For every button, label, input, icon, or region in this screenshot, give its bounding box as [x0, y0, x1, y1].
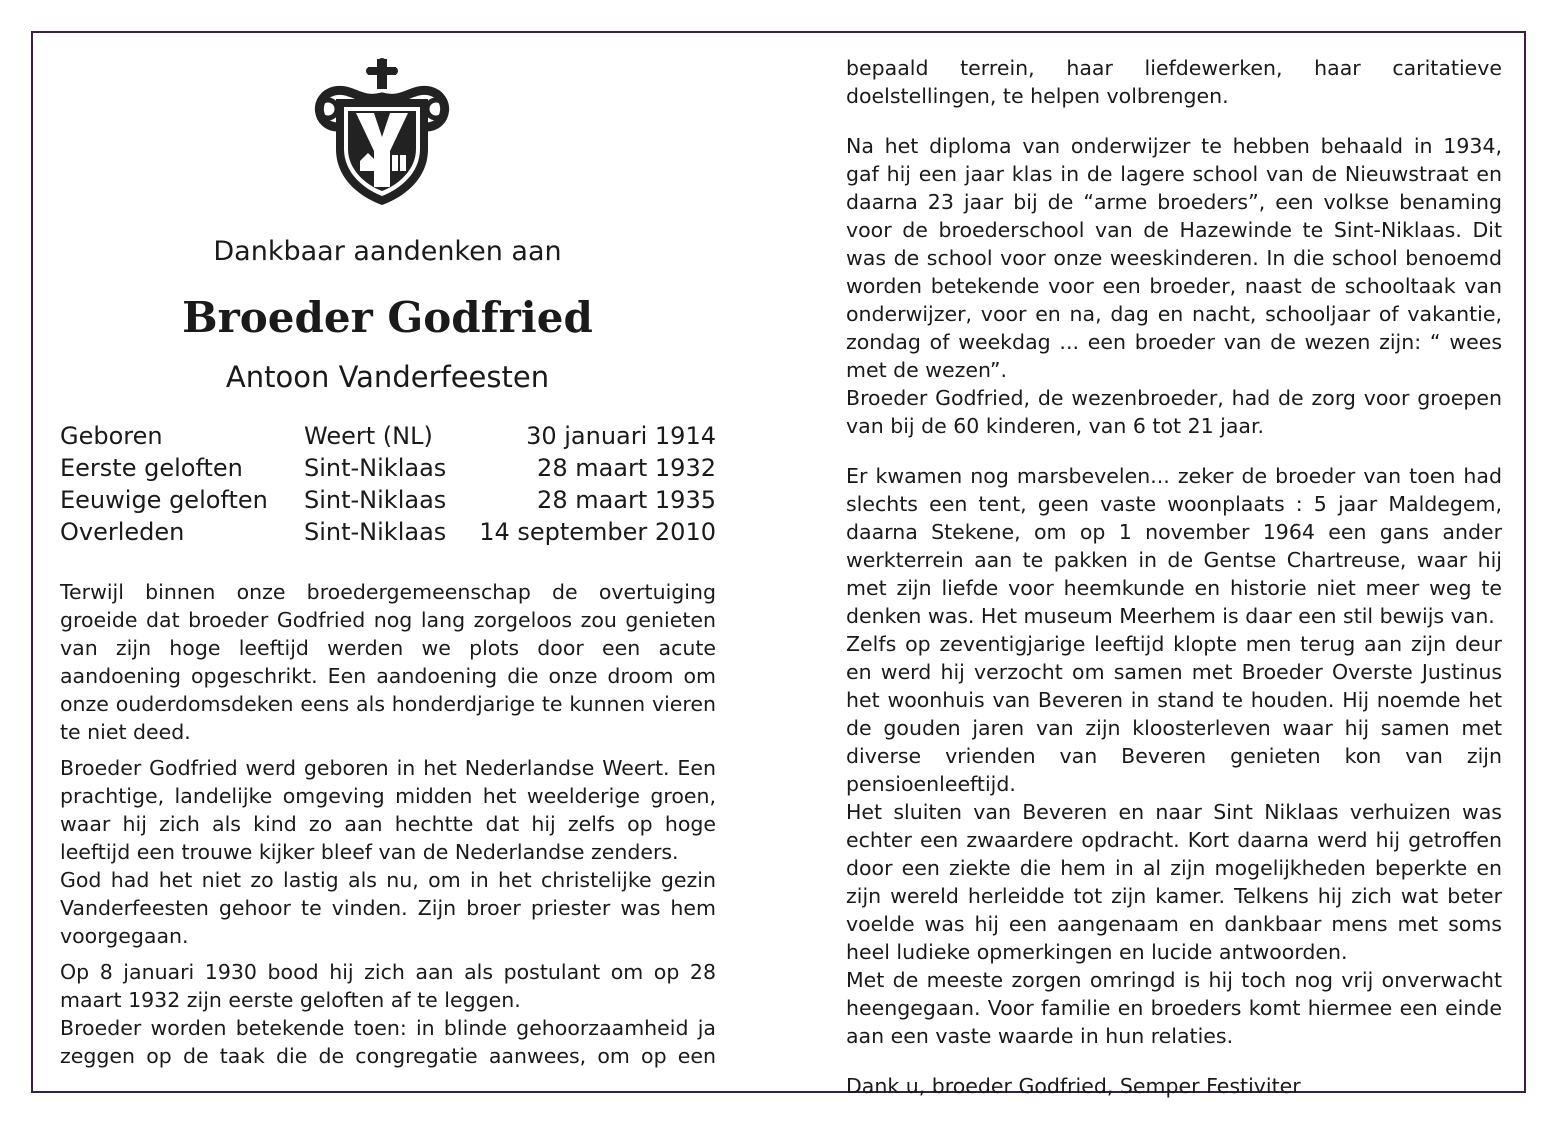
paragraph: Er kwamen nog marsbevelen... zeker de broeder van toen had slechts een tent, geen vaste woonplaats : 5 jaar Maldegem, daarna Stekene, om op 1 november 1964 een gans ander werkterrein aan te pakken in de Gentse Chartreuse, waar hij met zijn liefde voor heemkunde en historie niet meer weg te denken was. Het museum Meerhem is daar een stil bewijs van. [846, 464, 1502, 628]
fact-label: Eerste geloften [60, 454, 243, 482]
paragraph: Broeder Godfried werd geboren in het Nederlandse Weert. Een prachtige, landelijke omgeving midden het weelderige groen, waar hij zich als kind zo aan hechtte dat hij zelfs op hoge leeftijd een trouwe kijker bleef van de Nederlandse zenders. [60, 756, 716, 864]
fact-label: Geboren [60, 422, 163, 450]
deceased-name: Broeder Godfried [182, 293, 593, 342]
fact-label: Overleden [60, 518, 185, 546]
paragraph: Het sluiten van Beveren en naar Sint Niklaas verhuizen was echter een zwaardere opdracht. Kort daarna werd hij getroffen door een ziekte die hem in al zijn mogelijkheden beperkte en zijn wereld herleidde tot zijn kamer. Telkens hij zich wat beter voelde was hij een aangenaam en dankbaar mens met soms heel ludieke opmerkingen en lucide antwoorden. [846, 800, 1502, 964]
paragraph: Met de meeste zorgen omringd is hij toch nog vrij onverwacht heengegaan. Voor familie en broeders komt hiermee een einde aan een vaste waarde in hun relaties. [846, 968, 1502, 1048]
civil-name: Antoon Vanderfeesten [225, 360, 550, 394]
paragraph: Broeder Godfried, de wezenbroeder, had de zorg voor groepen van bij de 60 kinderen, van 6 tot 21 jaar. [846, 386, 1502, 438]
paragraph: Zelfs op zeventigjarige leeftijd klopte men terug aan zijn deur en werd hij verzocht om samen met Broeder Overste Justinus het woonhuis van Beveren in stand te houden. Hij noemde het de gouden jaren van zijn kloosterleven waar hij samen met diverse vrienden van Beveren genieten kon van zijn pensioenleeftijd. [846, 632, 1502, 796]
fact-date: 28 maart 1932 [537, 454, 716, 482]
congregation-emblem-icon [308, 57, 456, 207]
fact-date: 30 januari 1914 [526, 422, 716, 450]
paragraph: God had het niet zo lastig als nu, om in het christelijke gezin Vanderfeesten gehoor te vinden. Zijn broer priester was hem voorgegaan. [60, 868, 716, 948]
paragraph: Broeder worden betekende toen: in blinde gehoorzaamheid ja zeggen op de taak die de congregatie aanwees, om op een [60, 1016, 716, 1068]
left-text-column [60, 578, 716, 1070]
paragraph: Terwijl binnen onze broedergemeenschap de overtuiging groeide dat broeder Godfried nog lang zorgeloos zou genieten van zijn hoge leeftijd werden we plots door een acute aandoening opgeschrikt. Een aandoening die onze droom om onze ouderdomsdeken eens als honderdjarige te kunnen vieren te niet deed. [60, 580, 716, 744]
fact-row-died [60, 516, 716, 548]
closing-line: Dank u, broeder Godfried, Semper Festiviter [846, 1074, 1301, 1098]
paragraph: Op 8 januari 1930 bood hij zich aan als postulant om op 28 maart 1932 zijn eerste geloften af te leggen. [60, 960, 716, 1012]
fact-date: 28 maart 1935 [537, 486, 716, 514]
fact-date: 14 september 2010 [479, 518, 716, 546]
paragraph: bepaald terrein, haar liefdewerken, haar caritatieve doelstellingen, te helpen volbrengen. [846, 56, 1502, 108]
fact-row-first-vows [60, 452, 716, 484]
fact-row-eternal-vows [60, 484, 716, 516]
fact-place: Sint-Niklaas [304, 486, 447, 514]
right-text-column [846, 54, 1502, 1100]
fact-place: Sint-Niklaas [304, 518, 447, 546]
fact-place: Sint-Niklaas [304, 454, 447, 482]
fact-label: Eeuwige geloften [60, 486, 268, 514]
life-facts-table [60, 420, 716, 548]
fact-place: Weert (NL) [304, 422, 433, 450]
memorial-heading: Dankbaar aandenken aan [213, 236, 562, 267]
paragraph: Na het diploma van onderwijzer te hebben behaald in 1934, gaf hij een jaar klas in de lagere school van de Nieuwstraat en daarna 23 jaar bij de “arme broeders”, een volkse benaming voor de broederschool van de Hazewinde te Sint-Niklaas. Dit was de school voor onze weeskinderen. In die school benoemd worden betekende voor een broeder, naast de schooltaak van onderwijzer, voor en na, dag en nacht, schooljaar of vakantie, zondag of weekdag ... een broeder van de wezen zijn: “ wees met de wezen”. [846, 134, 1502, 382]
fact-row-born [60, 420, 716, 452]
